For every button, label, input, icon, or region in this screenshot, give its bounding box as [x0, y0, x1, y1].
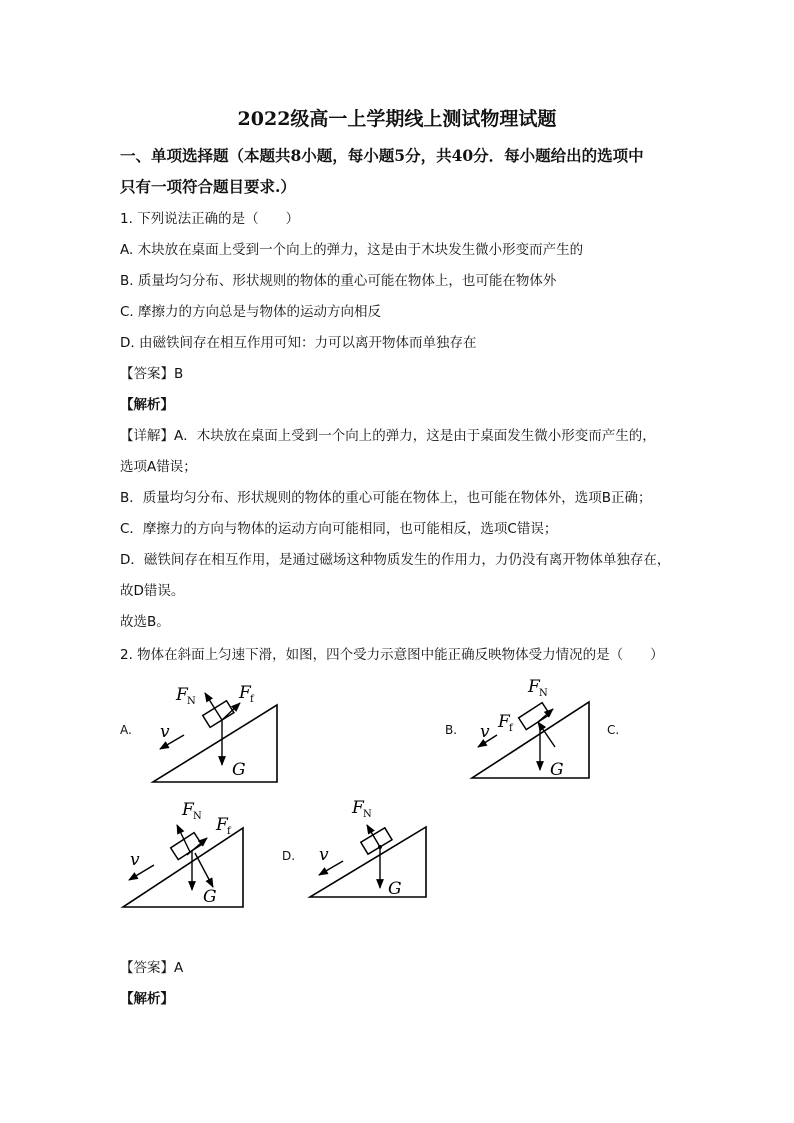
v-symbol: v: [480, 722, 490, 742]
question-2-answer: 【答案】A: [120, 960, 184, 976]
g-symbol: G: [388, 879, 402, 899]
question-2-analysis-label: 【解析】: [120, 991, 174, 1007]
ff-symbol: F: [216, 815, 228, 835]
v-symbol: v: [319, 845, 329, 865]
question-1-answer: 【答案】B: [120, 366, 184, 382]
question-1-detail-line: D．磁铁间存在相互作用，是通过磁场这种物质发生的作用力，力仍没有离开物体单独存在，: [120, 552, 671, 568]
ff-symbol: F: [498, 712, 510, 732]
v-symbol: v: [160, 722, 170, 742]
g-symbol: G: [550, 760, 564, 780]
section-heading-line2: 只有一项符合题目要求.）: [120, 177, 296, 196]
v-symbol: v: [130, 850, 140, 870]
question-1-conclusion: 故选B。: [120, 614, 170, 630]
option-d-label: D.: [282, 849, 296, 863]
question-1-option-b: B. 质量均匀分布、形状规则的物体的重心可能在物体上，也可能在物体外: [120, 273, 557, 289]
force-diagram-c: [115, 795, 255, 913]
ff-subscript: f: [250, 694, 254, 705]
question-1-detail-line: C．摩擦力的方向与物体的运动方向可能相同，也可能相反，选项C错误；: [120, 521, 558, 537]
ff-subscript: f: [509, 723, 513, 734]
question-1-detail-line: B．质量均匀分布、形状规则的物体的重心可能在物体上，也可能在物体外，选项B正确；: [120, 490, 652, 506]
option-c-label: C.: [607, 723, 620, 737]
fn-symbol: F: [352, 798, 364, 818]
g-symbol: G: [232, 760, 246, 780]
question-1-option-d: D. 由磁铁间存在相互作用可知：力可以离开物体而单独存在: [120, 335, 477, 351]
fn-subscript: N: [187, 696, 196, 707]
force-diagram-d: [300, 795, 440, 900]
option-b-label: B.: [445, 723, 458, 737]
ff-subscript: f: [227, 826, 231, 837]
fn-subscript: N: [363, 809, 372, 820]
fn-subscript: N: [539, 688, 548, 699]
question-1-detail-line: 【详解】A．木块放在桌面上受到一个向上的弹力，这是由于桌面发生微小形变而产生的，: [120, 428, 656, 444]
force-diagram-b: [460, 672, 610, 784]
fn-subscript: N: [193, 811, 202, 822]
ff-symbol: F: [239, 683, 251, 703]
question-1-analysis-label: 【解析】: [120, 397, 174, 413]
question-1-stem: 1. 下列说法正确的是（ ）: [120, 211, 300, 227]
question-1-option-a: A. 木块放在桌面上受到一个向上的弹力，这是由于木块发生微小形变而产生的: [120, 242, 584, 258]
question-2-stem: 2. 物体在斜面上匀速下滑，如图，四个受力示意图中能正确反映物体受力情况的是（ ）: [120, 647, 664, 663]
extra-force-arrow-c: [195, 853, 213, 887]
force-diagram-a: [140, 675, 290, 785]
option-a-label: A.: [120, 723, 132, 737]
question-1-detail-line: 选项A错误；: [120, 459, 197, 475]
page-title: 2022级高一上学期线上测试物理试题: [237, 108, 557, 130]
section-heading-line1: 一、单项选择题（本题共8小题，每小题5分，共40分．每小题给出的选项中: [120, 146, 644, 165]
g-symbol: G: [203, 887, 217, 907]
question-1-detail-line: 故D错误。: [120, 583, 185, 599]
fn-symbol: F: [176, 685, 188, 705]
fn-symbol: F: [528, 677, 540, 697]
fn-symbol: F: [182, 800, 194, 820]
question-1-option-c: C. 摩擦力的方向总是与物体的运动方向相反: [120, 304, 382, 320]
